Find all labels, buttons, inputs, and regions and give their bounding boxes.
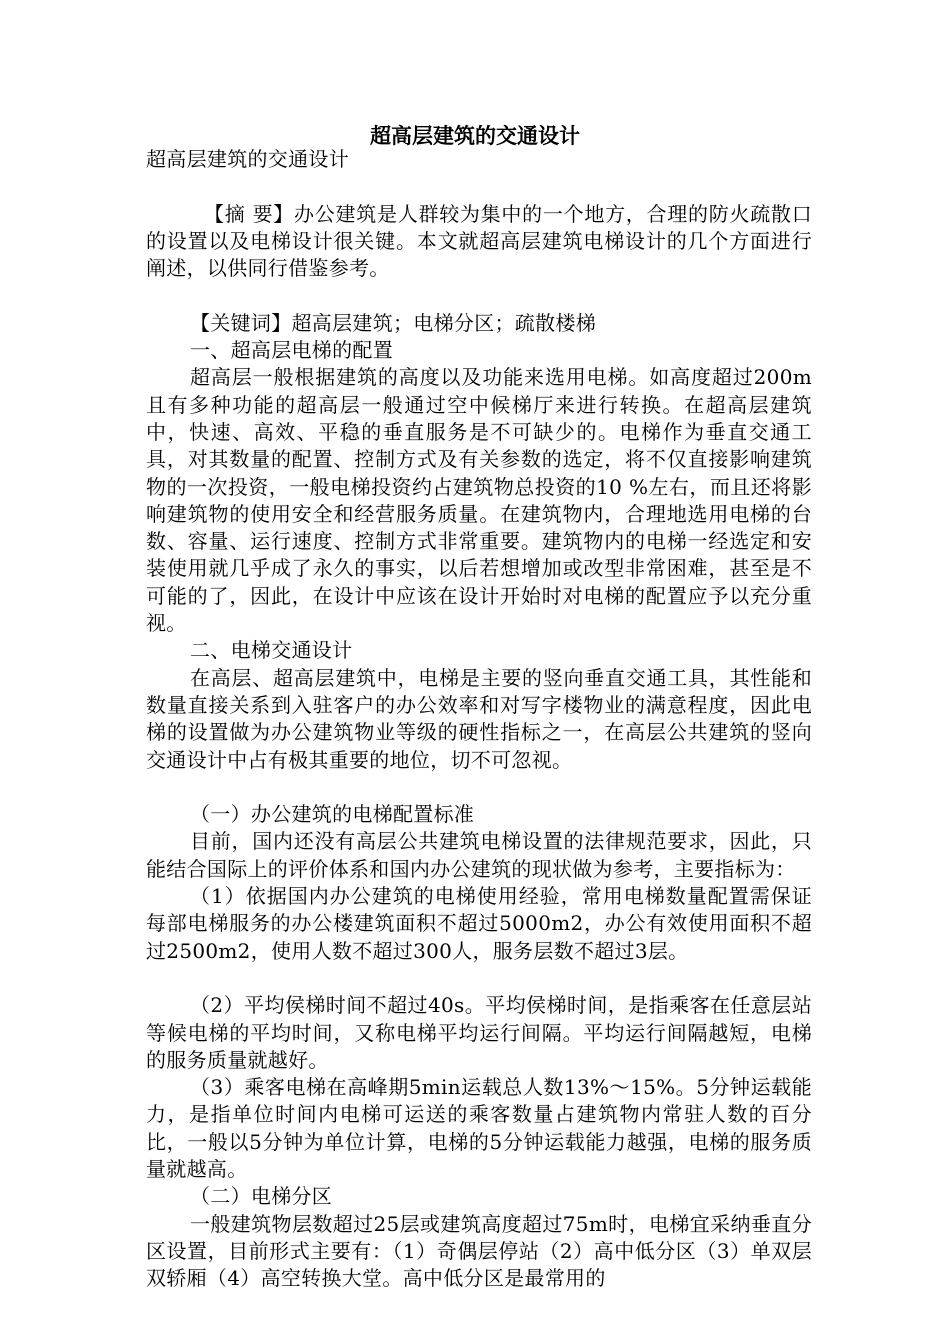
blank-line	[146, 965, 812, 992]
list-item-indicator-1: （1）依据国内办公建筑的电梯使用经验，常用电梯数量配置需保证每部电梯服务的办公楼建筑面积不超过5000m2，办公有效使用面积不超过2500m2，使用人数不超过300人，服务层数不超过3层。	[146, 884, 812, 963]
keywords-line: 【关键词】超高层建筑；电梯分区；疏散楼梯	[190, 310, 596, 335]
blank-line	[146, 774, 812, 801]
list-item-indicator-2: （2）平均侯梯时间不超过40s。平均侯梯时间，是指乘客在任意层站等候电梯的平均时间，又称电梯平均运行间隔。平均运行间隔越短，电梯的服务质量就越好。	[146, 993, 812, 1072]
subsection-heading-elevator-zoning: （二）电梯分区	[190, 1184, 333, 1209]
section-heading-elevator-traffic-design: 二、电梯交通设计	[190, 638, 353, 663]
abstract-paragraph: 【摘 要】办公建筑是人群较为集中的一个地方，合理的防火疏散口的设置以及电梯设计很关键。本文就超高层建筑电梯设计的几个方面进行阐述，以供同行借鉴参考。	[146, 201, 812, 281]
document-body	[146, 146, 812, 1292]
blank-line	[146, 282, 812, 309]
subsection-paragraph-configuration-standard: 目前，国内还没有高层公共建筑电梯设置的法律规范要求，因此，只能结合国际上的评价体系和国内办公建筑的现状做为参考，主要指标为：	[146, 829, 812, 881]
section-heading-elevator-configuration: 一、超高层电梯的配置	[190, 338, 393, 363]
list-item-indicator-3: （3）乘客电梯在高峰期5min运载总人数13%～15%。5分钟运载能力，是指单位时间内电梯可运送的乘客数量占建筑物内常驻人数的百分比，一般以5分钟为单位计算，电梯的5分钟运载能力越强，电梯的服务质量就越高。	[146, 1075, 812, 1181]
document-subtitle: 超高层建筑的交通设计	[146, 147, 349, 171]
section-paragraph-elevator-configuration: 超高层一般根据建筑的高度以及功能来选用电梯。如高度超过200m且有多种功能的超高层一般通过空中候梯厅来进行转换。在超高层建筑中，快速、高效、平稳的垂直服务是不可缺少的。电梯作为垂直交通工具，对其数量的配置、控制方式及有关参数的选定，将不仅直接影响建筑物的一次投资，一般电梯投资约占建筑物总投资的10 %左右，而且还将影响建筑物的使用安全和经营服务质量。在建筑物内，合理地选用电梯的台数、容量、运行速度、控制方式非常重要。建筑物内的电梯一经选定和安装使用就几乎成了永久的事实，以后若想增加或改型非常困难，甚至是不可能的了，因此，在设计中应该在设计开始时对电梯的配置应予以充分重视。	[146, 365, 812, 636]
section-paragraph-elevator-traffic-design: 在高层、超高层建筑中，电梯是主要的竖向垂直交通工具，其性能和数量直接关系到入驻客户的办公效率和对写字楼物业的满意程度，因此电梯的设置做为办公建筑物业等级的硬性指标之一，在高层公共建筑的竖向交通设计中占有极其重要的地位，切不可忽视。	[146, 665, 812, 772]
subsection-heading-configuration-standard: （一）办公建筑的电梯配置标准	[190, 802, 475, 827]
subsection-paragraph-elevator-zoning: 一般建筑物层数超过25层或建筑高度超过75m时，电梯宜采纳垂直分区设置，目前形式主要有：（1）奇偶层停站（2）高中低分区（3）单双层双轿厢（4）高空转换大堂。高中低分区是最常用的	[146, 1211, 812, 1291]
document-title: 超高层建筑的交通设计	[370, 123, 580, 148]
blank-line	[146, 173, 812, 200]
